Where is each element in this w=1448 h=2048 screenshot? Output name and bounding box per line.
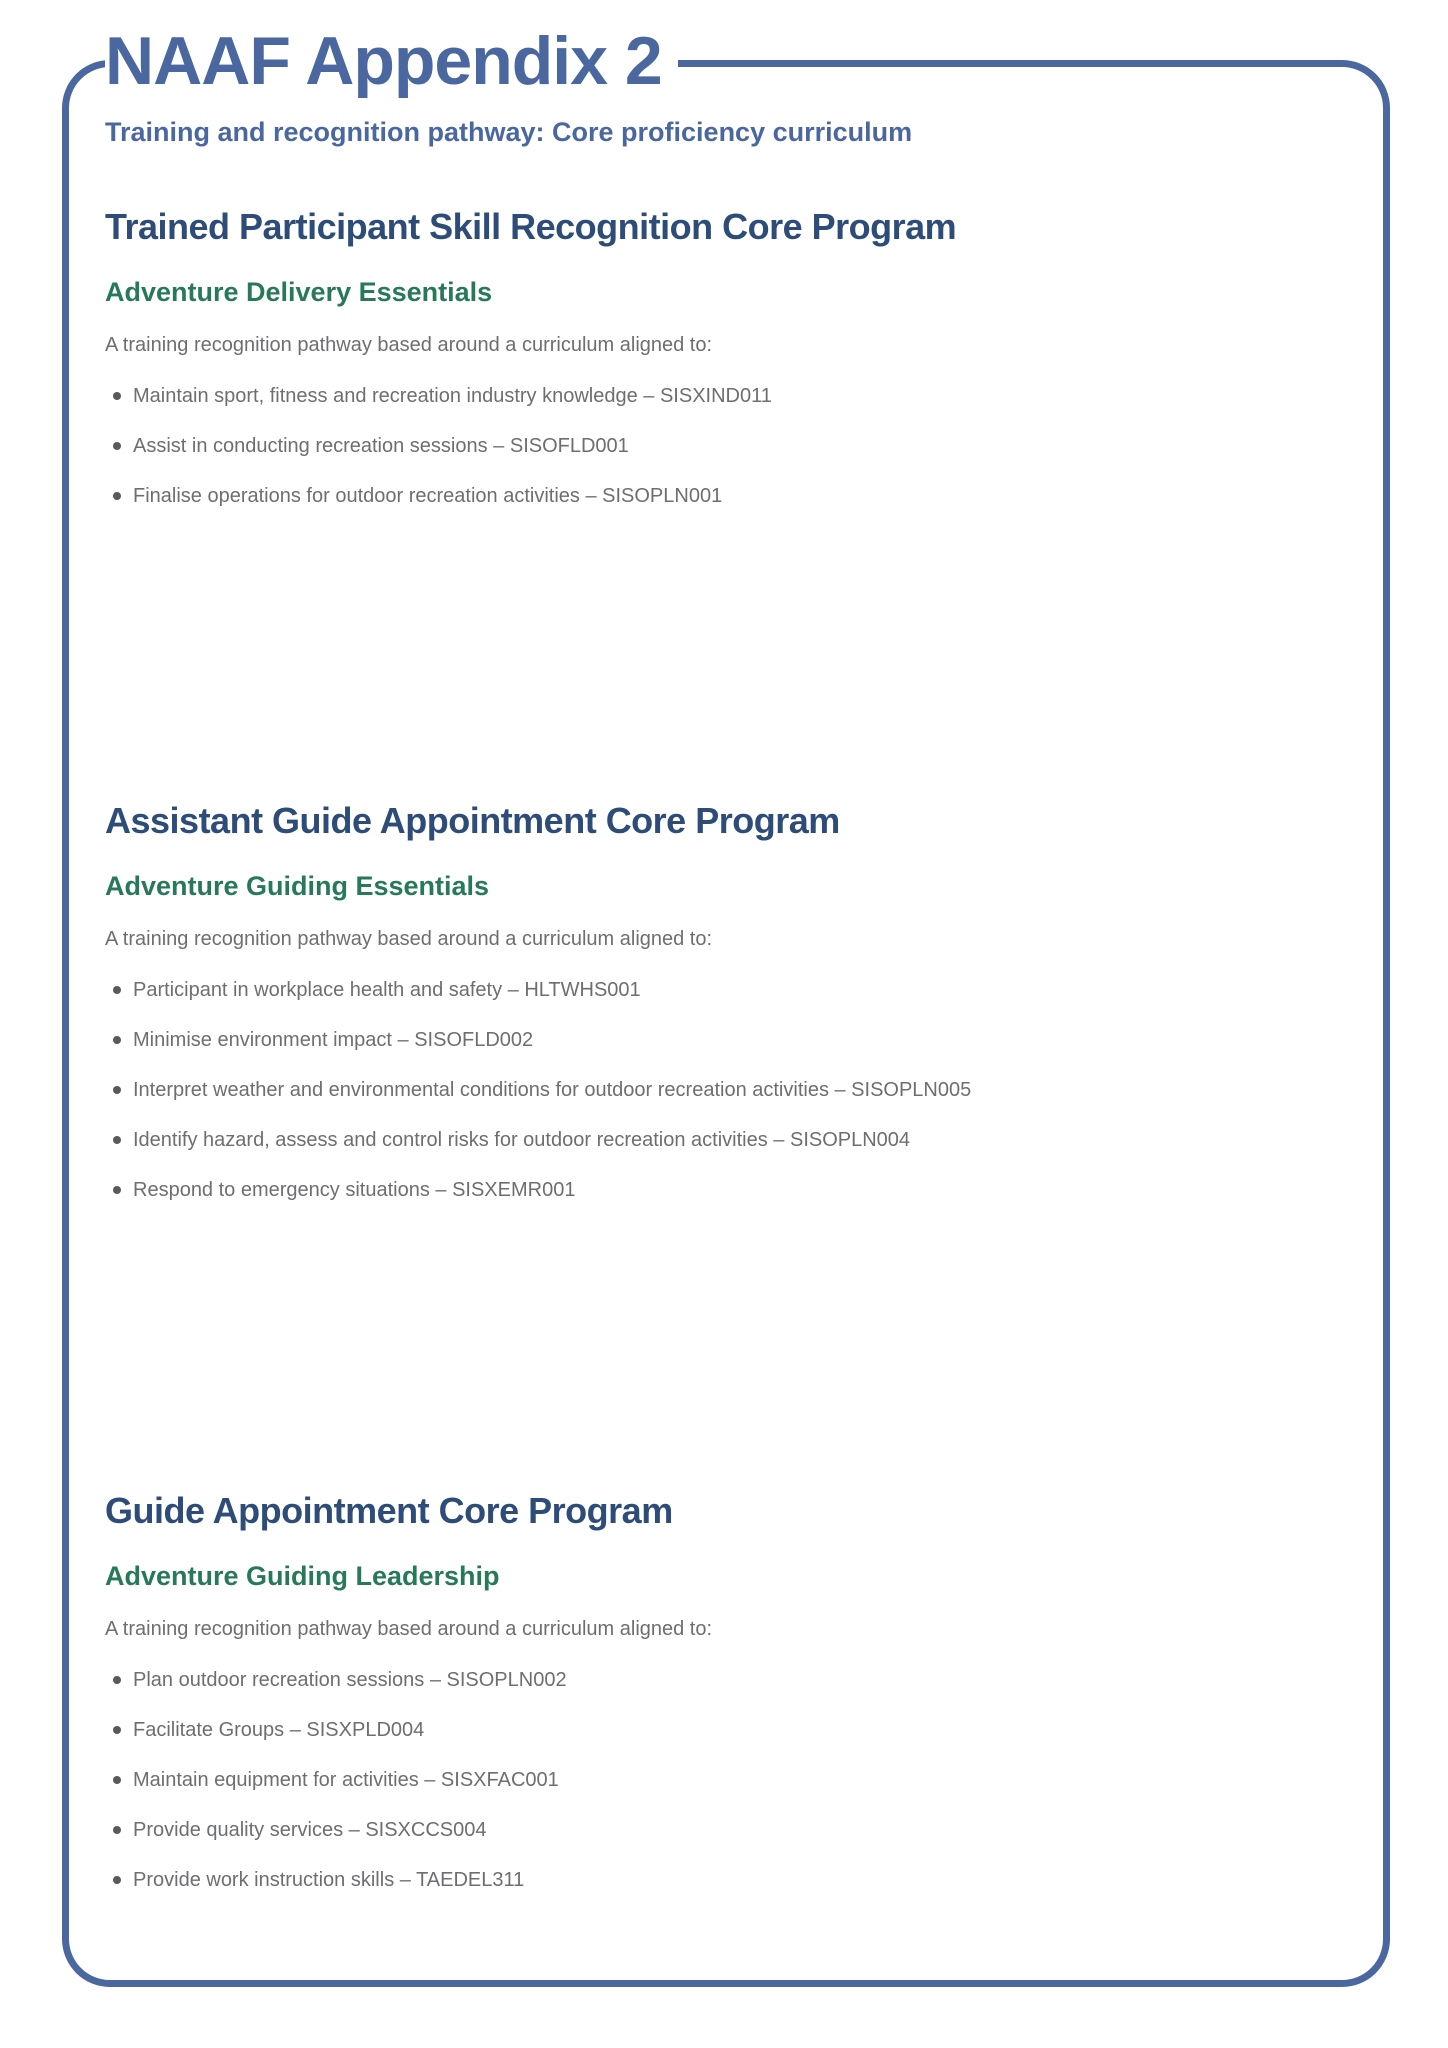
unit-text: Participant in workplace health and safety – HLTWHS001: [133, 979, 641, 1001]
section-subheading: Adventure Guiding Essentials: [105, 871, 490, 901]
bullet-dot-icon: [113, 1876, 121, 1884]
unit-item: [113, 1177, 1388, 1203]
unit-item: [113, 1717, 1388, 1743]
unit-text: Finalise operations for outdoor recreation activities – SISOPLN001: [133, 485, 723, 507]
section-intro: A training recognition pathway based around a curriculum aligned to:: [105, 1618, 713, 1640]
unit-item: [113, 1027, 1388, 1053]
unit-text: Assist in conducting recreation sessions – SISOFLD001: [133, 435, 629, 457]
document-title: NAAF Appendix 2: [105, 18, 678, 104]
unit-text: Facilitate Groups – SISXPLD004: [133, 1719, 425, 1741]
unit-text: Respond to emergency situations – SISXEMR001: [133, 1179, 576, 1201]
sections-container: [105, 204, 1388, 1893]
unit-list: [105, 383, 1388, 509]
unit-text: Minimise environment impact – SISOFLD002: [133, 1029, 534, 1051]
bullet-dot-icon: [113, 1776, 121, 1784]
section-heading: Assistant Guide Appointment Core Program: [105, 800, 840, 841]
section-heading: Trained Participant Skill Recognition Core Program: [105, 206, 957, 247]
unit-item: [113, 433, 1388, 459]
program-section: [105, 798, 1388, 1203]
unit-text: Identify hazard, assess and control risks for outdoor recreation activities – SISOPLN004: [133, 1129, 911, 1151]
unit-text: Maintain sport, fitness and recreation industry knowledge – SISXIND011: [133, 385, 772, 407]
bullet-dot-icon: [113, 1086, 121, 1094]
unit-item: [113, 1817, 1388, 1843]
section-heading: Guide Appointment Core Program: [105, 1490, 673, 1531]
unit-item: [113, 1667, 1388, 1693]
unit-text: Maintain equipment for activities – SISXFAC001: [133, 1769, 559, 1791]
section-intro: A training recognition pathway based around a curriculum aligned to:: [105, 334, 713, 356]
unit-item: [113, 383, 1388, 409]
unit-item: [113, 1127, 1388, 1153]
unit-text: Interpret weather and environmental conditions for outdoor recreation activities – SISOPLN005: [133, 1079, 972, 1101]
bullet-dot-icon: [113, 442, 121, 450]
unit-text: Plan outdoor recreation sessions – SISOPLN002: [133, 1669, 567, 1691]
bullet-dot-icon: [113, 1676, 121, 1684]
bullet-dot-icon: [113, 986, 121, 994]
document-subtitle: Training and recognition pathway: Core proficiency curriculum: [105, 117, 913, 147]
unit-item: [113, 977, 1388, 1003]
unit-item: [113, 1077, 1388, 1103]
unit-text: Provide quality services – SISXCCS004: [133, 1819, 487, 1841]
unit-item: [113, 483, 1388, 509]
bullet-dot-icon: [113, 1726, 121, 1734]
section-subheading: Adventure Guiding Leadership: [105, 1561, 500, 1591]
unit-text: Provide work instruction skills – TAEDEL311: [133, 1869, 525, 1891]
unit-list: [105, 1667, 1388, 1893]
program-section: [105, 1488, 1388, 1893]
bullet-dot-icon: [113, 392, 121, 400]
unit-item: [113, 1867, 1388, 1893]
bullet-dot-icon: [113, 1136, 121, 1144]
section-intro: A training recognition pathway based around a curriculum aligned to:: [105, 928, 713, 950]
section-subheading: Adventure Delivery Essentials: [105, 277, 493, 307]
unit-list: [105, 977, 1388, 1203]
bullet-dot-icon: [113, 1186, 121, 1194]
bullet-dot-icon: [113, 1036, 121, 1044]
program-section: [105, 204, 1388, 509]
unit-item: [113, 1767, 1388, 1793]
bullet-dot-icon: [113, 492, 121, 500]
bullet-dot-icon: [113, 1826, 121, 1834]
